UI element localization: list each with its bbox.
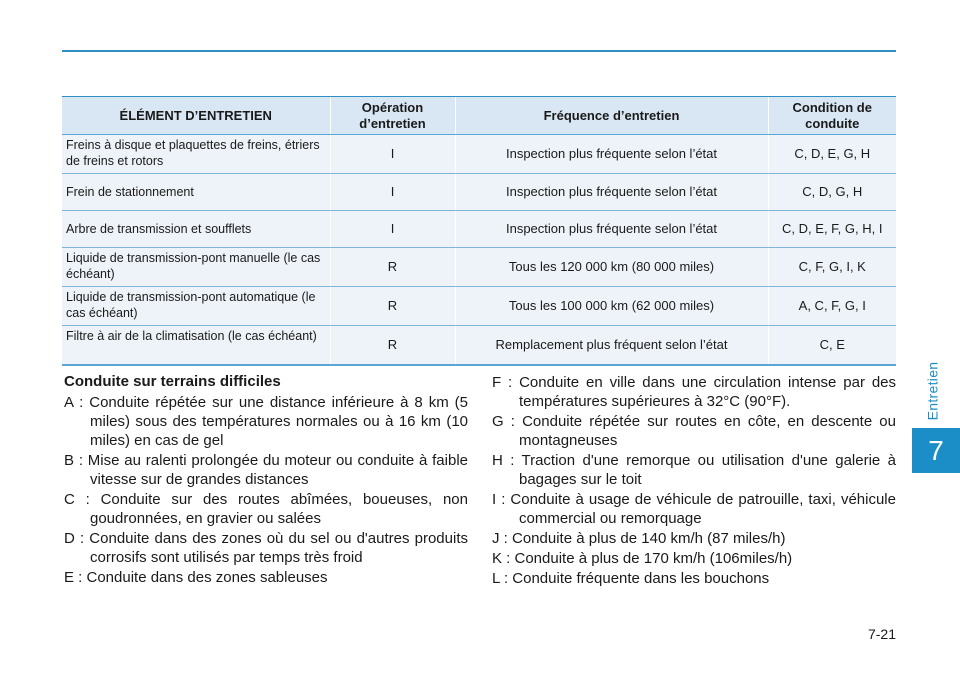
table-header-row bbox=[62, 97, 896, 135]
cell-item: Arbre de transmission et soufflets bbox=[62, 211, 330, 248]
condition-item-c: C : Conduite sur des routes abîmées, boueuses, non goudronnées, en gravier ou salées bbox=[64, 491, 468, 527]
cell-operation: R bbox=[330, 326, 455, 366]
header-condition: Condition de conduite bbox=[768, 97, 896, 135]
condition-item-g: G : Conduite répétée sur routes en côte, en descente ou montagneuses bbox=[492, 413, 896, 449]
condition-item-k: K : Conduite à plus de 170 km/h (106miles/h) bbox=[492, 550, 793, 567]
cell-operation: I bbox=[330, 174, 455, 211]
cell-frequency: Remplacement plus fréquent selon l’état bbox=[455, 326, 768, 366]
cell-item: Liquide de transmission-pont manuelle (le cas échéant) bbox=[62, 248, 330, 287]
condition-item-b: B : Mise au ralenti prolongée du moteur ou conduite à faible vitesse sur de grandes distances bbox=[64, 452, 468, 488]
condition-item-f: F : Conduite en ville dans une circulation intense par des températures supérieures à 32°C (90°F). bbox=[492, 374, 896, 410]
table-row bbox=[62, 248, 896, 287]
conditions-right-column bbox=[492, 373, 896, 589]
cell-condition: C, E bbox=[768, 326, 896, 366]
condition-item-e: E : Conduite dans des zones sableuses bbox=[64, 569, 328, 586]
cell-frequency: Inspection plus fréquente selon l’état bbox=[455, 174, 768, 211]
cell-condition: C, D, E, F, G, H, I bbox=[768, 211, 896, 248]
cell-operation: R bbox=[330, 248, 455, 287]
conditions-title: Conduite sur terrains difficiles bbox=[64, 373, 281, 390]
cell-frequency: Tous les 120 000 km (80 000 miles) bbox=[455, 248, 768, 287]
condition-item-l: L : Conduite fréquente dans les bouchons bbox=[492, 570, 770, 587]
chapter-side-label bbox=[922, 355, 942, 427]
condition-item-i: I : Conduite à usage de véhicule de patrouille, taxi, véhicule commercial ou remorquage bbox=[492, 491, 896, 527]
cell-frequency: Tous les 100 000 km (62 000 miles) bbox=[455, 287, 768, 326]
condition-item-j: J : Conduite à plus de 140 km/h (87 miles/h) bbox=[492, 530, 786, 547]
header-frequency: Fréquence d’entretien bbox=[455, 97, 768, 135]
conditions-left-column bbox=[64, 393, 468, 588]
cell-operation: I bbox=[330, 135, 455, 174]
cell-operation: I bbox=[330, 211, 455, 248]
table-row bbox=[62, 287, 896, 326]
cell-condition: A, C, F, G, I bbox=[768, 287, 896, 326]
cell-condition: C, D, G, H bbox=[768, 174, 896, 211]
cell-item: Filtre à air de la climatisation (le cas échéant) bbox=[62, 326, 330, 366]
cell-item: Liquide de transmission-pont automatique (le cas échéant) bbox=[62, 287, 330, 326]
chapter-label-text: Entretien bbox=[924, 361, 941, 421]
maintenance-table bbox=[62, 96, 896, 366]
chapter-number-tab: 7 bbox=[912, 428, 960, 473]
cell-condition: C, F, G, I, K bbox=[768, 248, 896, 287]
header-item: ÉLÉMENT D’ENTRETIEN bbox=[62, 97, 330, 135]
header-operation: Opération d’entretien bbox=[330, 97, 455, 135]
condition-item-h: H : Traction d'une remorque ou utilisation d'une galerie à bagages sur le toit bbox=[492, 452, 896, 488]
table-row bbox=[62, 174, 896, 211]
cell-condition: C, D, E, G, H bbox=[768, 135, 896, 174]
cell-operation: R bbox=[330, 287, 455, 326]
condition-item-d: D : Conduite dans des zones où du sel ou d'autres produits corrosifs sont utilisés par temps très froid bbox=[64, 530, 468, 566]
table-row bbox=[62, 211, 896, 248]
top-rule bbox=[62, 50, 896, 52]
table-row bbox=[62, 326, 896, 366]
table-row bbox=[62, 135, 896, 174]
cell-frequency: Inspection plus fréquente selon l’état bbox=[455, 135, 768, 174]
cell-frequency: Inspection plus fréquente selon l’état bbox=[455, 211, 768, 248]
cell-item: Frein de stationnement bbox=[62, 174, 330, 211]
condition-item-a: A : Conduite répétée sur une distance inférieure à 8 km (5 miles) sous des températures normales ou à 16 km (10 miles) en cas de gel bbox=[64, 394, 468, 449]
cell-item: Freins à disque et plaquettes de freins, étriers de freins et rotors bbox=[62, 135, 330, 174]
page-number: 7-21 bbox=[867, 626, 896, 642]
